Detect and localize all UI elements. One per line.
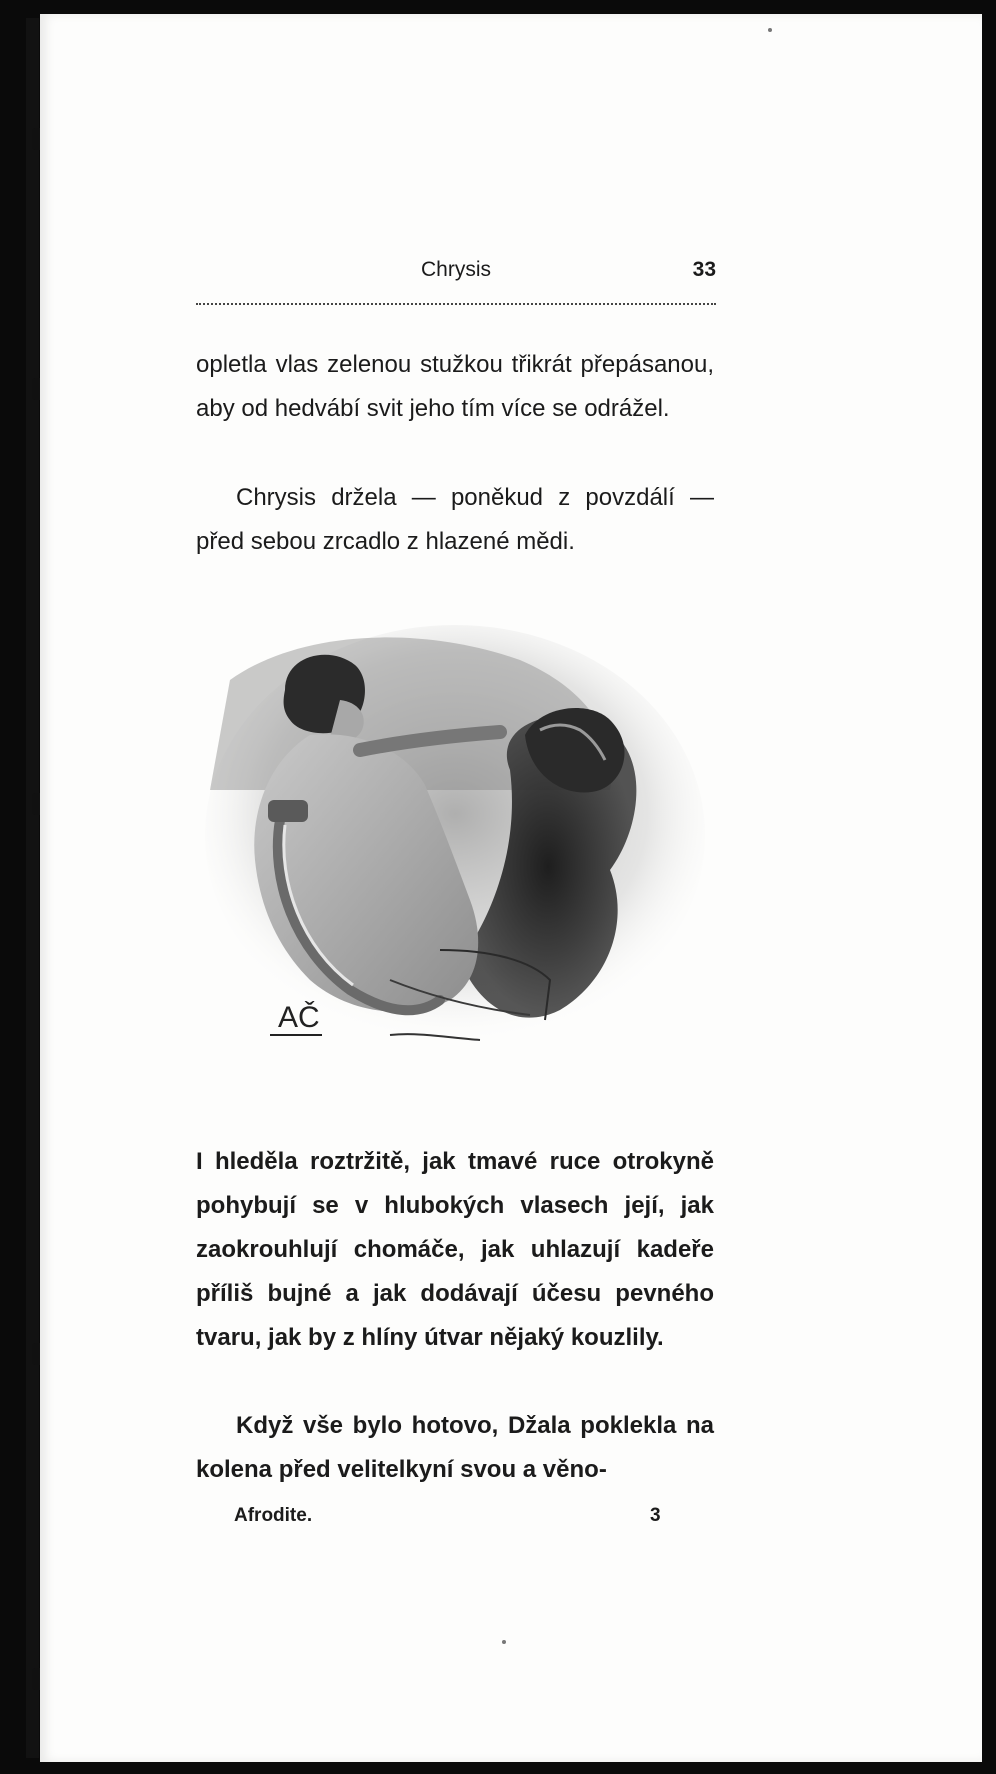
paragraph-kneeling: Když vše bylo hotovo, Džala poklekla na kolena před velitelkyní svou a věno- xyxy=(196,1412,714,1483)
paragraph-hair-dressing: I hleděla roztržitě, jak tmavé ruce otrokyně pohybují se v hlubokých vlasech její, jak zaokrouhlují chomáče, jak uhlazují kadeře příliš bujné a jak dodávají účesu pevného tvaru, jak by z hlíny útvar nějaký kouzlily. xyxy=(196,1148,714,1351)
book-spine-edge xyxy=(26,18,39,1758)
running-title: Chrysis xyxy=(420,258,491,281)
mirror-collar xyxy=(268,800,308,822)
paper-speck xyxy=(768,28,772,32)
header-rule xyxy=(196,303,716,305)
artist-initials: AČ xyxy=(278,1001,320,1034)
paragraph-mirror: Chrysis držela — poněkud z povzdálí — před sebou zrcadlo z hlazené mědi. xyxy=(196,484,714,555)
running-head xyxy=(196,258,716,288)
sheet-number: 3 xyxy=(650,1505,661,1526)
page-number: 33 xyxy=(692,258,716,281)
illustration-woman-with-mirror xyxy=(190,620,720,1095)
signature-mark: Afrodite. xyxy=(234,1505,313,1526)
paragraph-continuation: opletla vlas zelenou stužkou třikrát přepásanou, aby od hedvábí svit jeho tím více se odrážel. xyxy=(196,351,714,422)
paper-speck xyxy=(502,1640,506,1644)
